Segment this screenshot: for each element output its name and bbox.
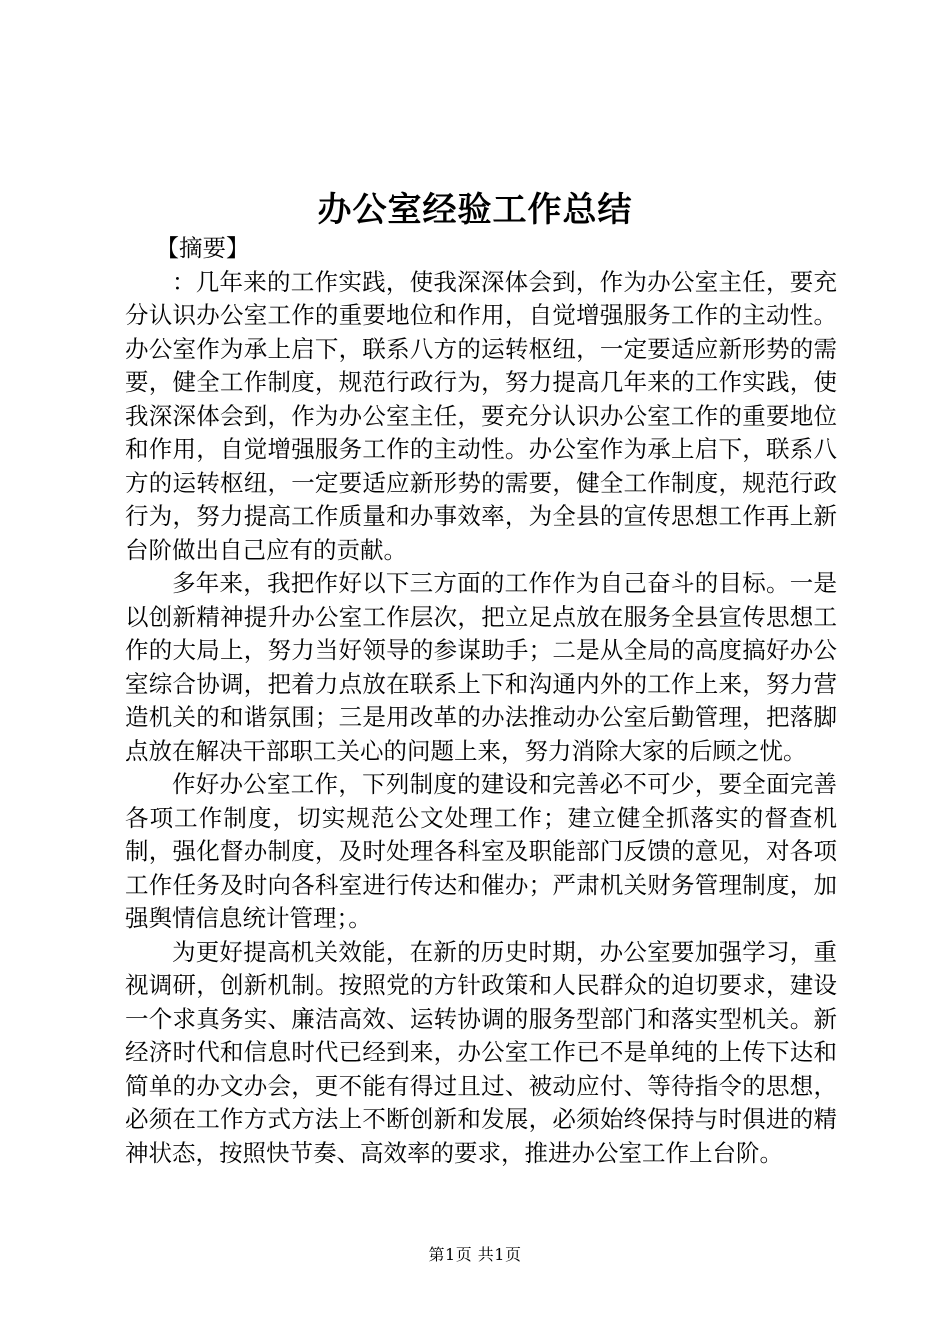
paragraph-abstract: ：几年来的工作实践，使我深深体会到，作为办公室主任，要充分认识办公室工作的重要地位和作用，自觉增强服务工作的主动性。办公室作为承上启下，联系八方的运转枢纽，一定要适应新形势的需要，健全工作制度，规范行政行为，努力提高几年来的工作实践，使我深深体会到，作为办公室主任，要充分认识办公室工作的重要地位和作用，自觉增强服务工作的主动性。办公室作为承上启下，联系八方的运转枢纽，一定要适应新形势的需要，健全工作制度，规范行政行为，努力提高工作质量和办事效率，为全县的宣传思想工作再上新台阶做出自己应有的贡献。	[125, 267, 837, 564]
page-number-footer: 第1页 共1页	[428, 1245, 522, 1264]
abstract-heading: 【摘要】	[155, 234, 250, 262]
paragraph-goals: 多年来，我把作好以下三方面的工作作为自己奋斗的目标。一是以创新精神提升办公室工作层次，把立足点放在服务全县宣传思想工作的大局上，努力当好领导的参谋助手；二是从全局的高度搞好办公室综合协调，把着力点放在联系上下和沟通内外的工作上来，努力营造机关的和谐氛围；三是用改革的办法推动办公室后勤管理，把落脚点放在解决干部职工关心的问题上来，努力消除大家的后顾之忧。	[125, 569, 837, 765]
document-title: 办公室经验工作总结	[317, 190, 633, 230]
paragraph-systems: 作好办公室工作，下列制度的建设和完善必不可少，要全面完善各项工作制度，切实规范公文处理工作；建立健全抓落实的督查机制，强化督办制度，及时处理各科室及职能部门反馈的意见，对各项工作任务及时向各科室进行传达和催办；严肃机关财务管理制度，加强舆情信息统计管理；。	[125, 770, 837, 932]
document-body	[125, 232, 837, 1170]
paragraph-efficiency: 为更好提高机关效能，在新的历史时期，办公室要加强学习，重视调研，创新机制。按照党的方针政策和人民群众的迫切要求，建设一个求真务实、廉洁高效、运转协调的服务型部门和落实型机关。新经济时代和信息时代已经到来，办公室工作已不是单纯的上传下达和简单的办文办会，更不能有得过且过、被动应付、等待指令的思想，必须在工作方式方法上不断创新和发展，必须始终保持与时俱进的精神状态，按照快节奏、高效率的要求，推进办公室工作上台阶。	[125, 937, 837, 1167]
